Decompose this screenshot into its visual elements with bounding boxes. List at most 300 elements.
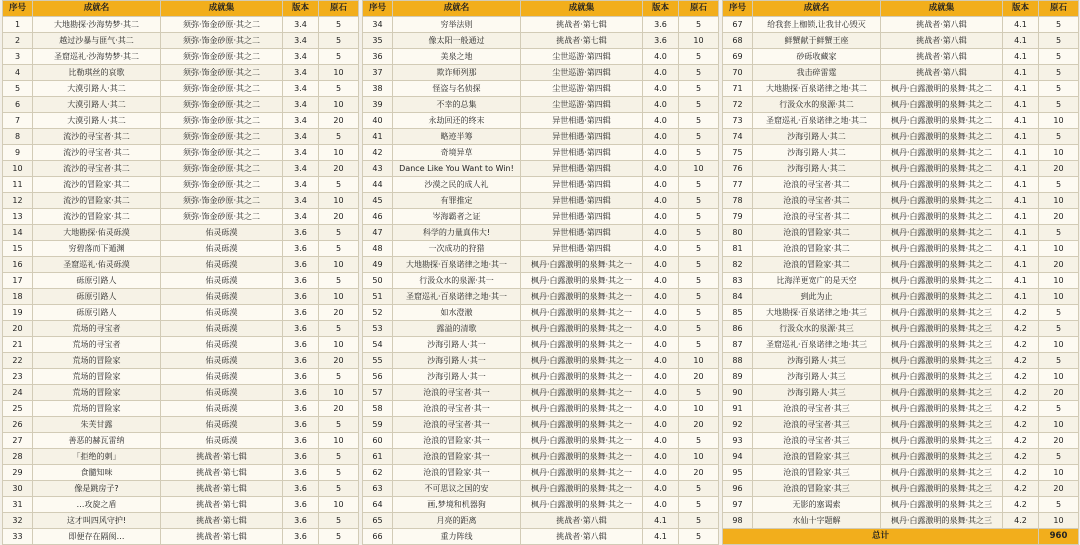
achievement-set-cell: 挑战者·第七辑 xyxy=(161,465,283,481)
achievement-set-cell: 枫丹·白露激明的泉舞·其之三 xyxy=(881,433,1003,449)
index-cell: 9 xyxy=(3,145,33,161)
primogem-cell: 10 xyxy=(319,433,359,449)
index-cell: 54 xyxy=(363,337,393,353)
index-cell: 1 xyxy=(3,17,33,33)
table-row xyxy=(723,257,1079,273)
index-cell: 83 xyxy=(723,273,753,289)
table-row xyxy=(363,257,719,273)
achievement-set-cell: 须弥·饰金砂原·其之二 xyxy=(161,17,283,33)
primogem-cell: 10 xyxy=(679,401,719,417)
index-cell: 70 xyxy=(723,65,753,81)
primogem-cell: 5 xyxy=(319,321,359,337)
primogem-cell: 5 xyxy=(1039,321,1079,337)
primogem-cell: 10 xyxy=(679,353,719,369)
achievement-name-cell: 沙海引路人·其三 xyxy=(753,353,881,369)
index-cell: 86 xyxy=(723,321,753,337)
primogem-cell: 10 xyxy=(319,193,359,209)
table-row xyxy=(363,17,719,33)
achievement-name-cell: 沧浪的冒险家·其二 xyxy=(753,257,881,273)
primogem-cell: 20 xyxy=(319,113,359,129)
achievement-name-cell: 鲜蟹献于鲜蟹王座 xyxy=(753,33,881,49)
table-row xyxy=(723,241,1079,257)
achievement-set-cell: 佑灵砾漠 xyxy=(161,401,283,417)
index-cell: 34 xyxy=(363,17,393,33)
primogem-cell: 5 xyxy=(679,81,719,97)
table-row xyxy=(3,193,359,209)
table-row xyxy=(723,273,1079,289)
index-cell: 45 xyxy=(363,193,393,209)
achievement-name-cell: 沙海引路人·其二 xyxy=(753,129,881,145)
table-row xyxy=(3,401,359,417)
version-cell: 4.1 xyxy=(1003,289,1039,305)
achievement-name-cell: 永劫回还的终末 xyxy=(393,113,521,129)
achievement-name-cell: 略迹半筹 xyxy=(393,129,521,145)
primogem-cell: 5 xyxy=(679,497,719,513)
header-version: 版本 xyxy=(283,1,319,17)
achievement-set-cell: 尘世巡游·第四辑 xyxy=(521,81,643,97)
table-row xyxy=(723,497,1079,513)
primogem-cell: 5 xyxy=(319,33,359,49)
table-row xyxy=(3,17,359,33)
version-cell: 4.0 xyxy=(643,49,679,65)
table-row xyxy=(363,225,719,241)
achievement-set-cell: 挑战者·第七辑 xyxy=(521,33,643,49)
achievement-set-cell: 须弥·饰金砂原·其之二 xyxy=(161,177,283,193)
version-cell: 4.0 xyxy=(643,481,679,497)
version-cell: 4.2 xyxy=(1003,353,1039,369)
version-cell: 4.1 xyxy=(1003,113,1039,129)
table-row xyxy=(3,417,359,433)
index-cell: 16 xyxy=(3,257,33,273)
primogem-cell: 10 xyxy=(319,145,359,161)
primogem-cell: 10 xyxy=(1039,145,1079,161)
table-row xyxy=(363,513,719,529)
version-cell: 3.4 xyxy=(283,17,319,33)
version-cell: 4.1 xyxy=(1003,193,1039,209)
index-cell: 40 xyxy=(363,113,393,129)
index-cell: 21 xyxy=(3,337,33,353)
table-row xyxy=(723,433,1079,449)
primogem-cell: 5 xyxy=(679,113,719,129)
table-row xyxy=(723,177,1079,193)
header-achievement-set: 成就集 xyxy=(161,1,283,17)
version-cell: 4.0 xyxy=(643,145,679,161)
table-row xyxy=(723,305,1079,321)
version-cell: 4.1 xyxy=(1003,97,1039,113)
table-row xyxy=(3,385,359,401)
primogem-cell: 5 xyxy=(319,225,359,241)
table-row xyxy=(363,145,719,161)
version-cell: 4.0 xyxy=(643,417,679,433)
total-value: 960 xyxy=(1039,529,1079,545)
achievement-name-cell: 流沙的冒险家·其二 xyxy=(33,193,161,209)
achievement-set-cell: 枫丹·白露激明的泉舞·其之二 xyxy=(881,161,1003,177)
table-row xyxy=(723,49,1079,65)
achievement-set-cell: 枫丹·白露激明的泉舞·其之三 xyxy=(881,417,1003,433)
achievement-name-cell: 岑海霸者之证 xyxy=(393,209,521,225)
achievement-set-cell: 挑战者·第七辑 xyxy=(161,513,283,529)
index-cell: 14 xyxy=(3,225,33,241)
version-cell: 4.2 xyxy=(1003,433,1039,449)
achievement-set-cell: 枫丹·白露激明的泉舞·其之三 xyxy=(881,513,1003,529)
index-cell: 13 xyxy=(3,209,33,225)
achievement-set-cell: 枫丹·白露激明的泉舞·其之三 xyxy=(881,353,1003,369)
header-index: 序号 xyxy=(363,1,393,17)
achievement-set-cell: 枫丹·白露激明的泉舞·其之三 xyxy=(881,385,1003,401)
achievement-name-cell: 食髓知味 xyxy=(33,465,161,481)
primogem-cell: 5 xyxy=(319,241,359,257)
achievement-name-cell: 沧浪的寻宝者·其二 xyxy=(753,193,881,209)
achievement-set-cell: 枫丹·白露激明的泉舞·其之二 xyxy=(881,145,1003,161)
table-row xyxy=(3,369,359,385)
achievement-name-cell: 沙海引路人·其一 xyxy=(393,353,521,369)
achievement-name-cell: 荒场的寻宝者 xyxy=(33,321,161,337)
achievement-name-cell: 流沙的寻宝者·其二 xyxy=(33,129,161,145)
table-row xyxy=(363,193,719,209)
achievement-name-cell: 行汲众水的泉源·其三 xyxy=(753,321,881,337)
achievement-set-cell: 枫丹·白露激明的泉舞·其之一 xyxy=(521,385,643,401)
achievement-set-cell: 枫丹·白露激明的泉舞·其之一 xyxy=(521,273,643,289)
primogem-cell: 5 xyxy=(679,257,719,273)
version-cell: 4.0 xyxy=(643,193,679,209)
version-cell: 3.6 xyxy=(283,273,319,289)
achievement-name-cell: 奇境异草 xyxy=(393,145,521,161)
table-row xyxy=(363,113,719,129)
primogem-cell: 5 xyxy=(679,129,719,145)
table-row xyxy=(723,113,1079,129)
achievement-set-cell: 挑战者·第八辑 xyxy=(881,65,1003,81)
version-cell: 3.6 xyxy=(283,353,319,369)
achievement-name-cell: 圣窟巡礼·百泉诺律之地·其二 xyxy=(753,113,881,129)
index-cell: 42 xyxy=(363,145,393,161)
header-index: 序号 xyxy=(3,1,33,17)
version-cell: 3.6 xyxy=(283,321,319,337)
primogem-cell: 20 xyxy=(319,305,359,321)
achievement-set-cell: 枫丹·白露激明的泉舞·其之一 xyxy=(521,465,643,481)
achievement-set-cell: 异世相遇·第四辑 xyxy=(521,177,643,193)
achievement-name-cell: 大地勘探·佑灵砾漠 xyxy=(33,225,161,241)
achievement-name-cell: Dance Like You Want to Win! xyxy=(393,161,521,177)
achievement-set-cell: 挑战者·第七辑 xyxy=(161,481,283,497)
achievement-name-cell: 行汲众水的泉源·其一 xyxy=(393,273,521,289)
achievement-set-cell: 挑战者·第八辑 xyxy=(881,17,1003,33)
index-cell: 84 xyxy=(723,289,753,305)
table-row xyxy=(3,289,359,305)
achievement-set-cell: 佑灵砾漠 xyxy=(161,353,283,369)
version-cell: 4.1 xyxy=(1003,241,1039,257)
table-row xyxy=(363,369,719,385)
achievement-set-cell: 挑战者·第七辑 xyxy=(161,449,283,465)
achievement-name-cell: 沙海引路人·其一 xyxy=(393,369,521,385)
achievement-name-cell: 重力阵线 xyxy=(393,529,521,545)
achievement-name-cell: 如水澄澈 xyxy=(393,305,521,321)
achievement-name-cell: 荒场的寻宝者 xyxy=(33,337,161,353)
table-row xyxy=(3,177,359,193)
achievement-set-cell: 异世相遇·第四辑 xyxy=(521,145,643,161)
table-row xyxy=(3,209,359,225)
primogem-cell: 5 xyxy=(1039,97,1079,113)
index-cell: 97 xyxy=(723,497,753,513)
version-cell: 3.6 xyxy=(283,529,319,545)
primogem-cell: 5 xyxy=(679,321,719,337)
achievement-name-cell: 荒场的冒险家 xyxy=(33,369,161,385)
table-row xyxy=(3,225,359,241)
index-cell: 91 xyxy=(723,401,753,417)
achievement-set-cell: 枫丹·白露激明的泉舞·其之二 xyxy=(881,97,1003,113)
achievement-set-cell: 枫丹·白露激明的泉舞·其之三 xyxy=(881,337,1003,353)
table-row xyxy=(363,433,719,449)
table-row xyxy=(723,449,1079,465)
primogem-cell: 5 xyxy=(319,465,359,481)
achievement-name-cell: 一次成功的狩猎 xyxy=(393,241,521,257)
header-achievement-set: 成就集 xyxy=(881,1,1003,17)
achievement-set-cell: 枫丹·白露激明的泉舞·其之二 xyxy=(881,289,1003,305)
version-cell: 4.1 xyxy=(1003,65,1039,81)
achievement-set-cell: 枫丹·白露激明的泉舞·其之一 xyxy=(521,433,643,449)
index-cell: 4 xyxy=(3,65,33,81)
achievement-set-cell: 异世相遇·第四辑 xyxy=(521,225,643,241)
index-cell: 59 xyxy=(363,417,393,433)
primogem-cell: 5 xyxy=(679,177,719,193)
table-row xyxy=(363,353,719,369)
achievement-name-cell: 欺诈师列那 xyxy=(393,65,521,81)
primogem-cell: 10 xyxy=(1039,513,1079,529)
index-cell: 80 xyxy=(723,225,753,241)
achievement-name-cell: 月亮的距离 xyxy=(393,513,521,529)
achievement-name-cell: 沧浪的冒险家·其三 xyxy=(753,481,881,497)
primogem-cell: 5 xyxy=(679,481,719,497)
achievement-table-1 xyxy=(2,0,359,545)
table-row xyxy=(363,241,719,257)
achievement-set-cell: 尘世巡游·第四辑 xyxy=(521,97,643,113)
index-cell: 60 xyxy=(363,433,393,449)
table-row xyxy=(3,161,359,177)
index-cell: 64 xyxy=(363,497,393,513)
version-cell: 4.1 xyxy=(1003,273,1039,289)
index-cell: 28 xyxy=(3,449,33,465)
table-row xyxy=(723,17,1079,33)
index-cell: 47 xyxy=(363,225,393,241)
achievement-name-cell: 荒场的冒险家 xyxy=(33,385,161,401)
achievement-name-cell: 沧浪的寻宝者·其一 xyxy=(393,401,521,417)
version-cell: 3.6 xyxy=(643,17,679,33)
achievement-set-cell: 枫丹·白露激明的泉舞·其之二 xyxy=(881,225,1003,241)
achievement-name-cell: 圣窟巡礼·百泉诺律之地·其三 xyxy=(753,337,881,353)
version-cell: 4.0 xyxy=(643,161,679,177)
primogem-cell: 5 xyxy=(679,209,719,225)
achievement-name-cell: 大地勘探·百泉诺律之地·其一 xyxy=(393,257,521,273)
version-cell: 4.1 xyxy=(643,529,679,545)
index-cell: 35 xyxy=(363,33,393,49)
index-cell: 89 xyxy=(723,369,753,385)
achievement-set-cell: 异世相遇·第四辑 xyxy=(521,161,643,177)
achievement-set-cell: 异世相遇·第四辑 xyxy=(521,113,643,129)
index-cell: 43 xyxy=(363,161,393,177)
primogem-cell: 5 xyxy=(679,337,719,353)
version-cell: 4.0 xyxy=(643,225,679,241)
primogem-cell: 5 xyxy=(319,273,359,289)
index-cell: 77 xyxy=(723,177,753,193)
primogem-cell: 10 xyxy=(319,497,359,513)
primogem-cell: 5 xyxy=(679,433,719,449)
version-cell: 3.6 xyxy=(283,465,319,481)
achievement-set-cell: 枫丹·白露激明的泉舞·其之一 xyxy=(521,481,643,497)
table-row xyxy=(3,449,359,465)
achievement-name-cell: 给我套上枷锁,让我甘心毁灭 xyxy=(753,17,881,33)
index-cell: 17 xyxy=(3,273,33,289)
index-cell: 62 xyxy=(363,465,393,481)
table-row xyxy=(3,481,359,497)
table-row xyxy=(363,81,719,97)
achievement-name-cell: 越过沙暴与匪气·其二 xyxy=(33,33,161,49)
achievement-name-cell: 沙海引路人·其三 xyxy=(753,369,881,385)
version-cell: 4.0 xyxy=(643,209,679,225)
header-index: 序号 xyxy=(723,1,753,17)
primogem-cell: 5 xyxy=(1039,353,1079,369)
version-cell: 4.0 xyxy=(643,369,679,385)
index-cell: 41 xyxy=(363,129,393,145)
version-cell: 3.4 xyxy=(283,161,319,177)
table-row xyxy=(723,513,1079,529)
index-cell: 30 xyxy=(3,481,33,497)
index-cell: 46 xyxy=(363,209,393,225)
table-row xyxy=(363,161,719,177)
table-row xyxy=(3,305,359,321)
achievement-set-cell: 枫丹·白露激明的泉舞·其之一 xyxy=(521,369,643,385)
table-row xyxy=(363,465,719,481)
primogem-cell: 5 xyxy=(679,529,719,545)
table-row xyxy=(3,145,359,161)
version-cell: 4.0 xyxy=(643,465,679,481)
table-row xyxy=(363,289,719,305)
achievement-name-cell: 沧浪的冒险家·其一 xyxy=(393,465,521,481)
table-row xyxy=(363,177,719,193)
index-cell: 11 xyxy=(3,177,33,193)
achievement-name-cell: 水仙十字题解 xyxy=(753,513,881,529)
achievement-name-cell: 有罪推定 xyxy=(393,193,521,209)
table-row xyxy=(723,321,1079,337)
achievement-set-cell: 枫丹·白露激明的泉舞·其之二 xyxy=(881,209,1003,225)
table-row xyxy=(3,81,359,97)
primogem-cell: 20 xyxy=(1039,209,1079,225)
version-cell: 4.2 xyxy=(1003,513,1039,529)
index-cell: 29 xyxy=(3,465,33,481)
index-cell: 87 xyxy=(723,337,753,353)
primogem-cell: 5 xyxy=(679,305,719,321)
version-cell: 4.1 xyxy=(1003,225,1039,241)
index-cell: 31 xyxy=(3,497,33,513)
achievement-name-cell: 善恶的赫瓦雷纳 xyxy=(33,433,161,449)
achievement-set-cell: 佑灵砾漠 xyxy=(161,417,283,433)
primogem-cell: 10 xyxy=(1039,465,1079,481)
achievement-set-cell: 枫丹·白露激明的泉舞·其之一 xyxy=(521,321,643,337)
achievement-set-cell: 异世相遇·第四辑 xyxy=(521,241,643,257)
primogem-cell: 20 xyxy=(679,417,719,433)
achievement-name-cell: 大地勘探·百泉诺律之地·其三 xyxy=(753,305,881,321)
achievement-name-cell: 圣窟巡礼·佑灵砾漠 xyxy=(33,257,161,273)
achievement-set-cell: 枫丹·白露激明的泉舞·其之三 xyxy=(881,305,1003,321)
primogem-cell: 5 xyxy=(679,145,719,161)
index-cell: 25 xyxy=(3,401,33,417)
table-row xyxy=(723,289,1079,305)
version-cell: 4.2 xyxy=(1003,321,1039,337)
primogem-cell: 5 xyxy=(679,193,719,209)
version-cell: 4.2 xyxy=(1003,401,1039,417)
version-cell: 3.4 xyxy=(283,193,319,209)
primogem-cell: 5 xyxy=(1039,33,1079,49)
index-cell: 75 xyxy=(723,145,753,161)
achievement-set-cell: 枫丹·白露激明的泉舞·其之二 xyxy=(881,177,1003,193)
version-cell: 4.2 xyxy=(1003,481,1039,497)
achievement-set-cell: 挑战者·第七辑 xyxy=(161,497,283,513)
primogem-cell: 5 xyxy=(1039,81,1079,97)
achievement-name-cell: 不可思议之国的安 xyxy=(393,481,521,497)
version-cell: 3.6 xyxy=(283,369,319,385)
primogem-cell: 20 xyxy=(1039,257,1079,273)
table-row xyxy=(723,129,1079,145)
achievement-set-cell: 挑战者·第七辑 xyxy=(521,17,643,33)
achievement-name-cell: 圣窟巡礼·百泉诺律之地·其一 xyxy=(393,289,521,305)
achievement-set-cell: 佑灵砾漠 xyxy=(161,289,283,305)
primogem-cell: 10 xyxy=(319,97,359,113)
primogem-cell: 10 xyxy=(679,161,719,177)
version-cell: 3.6 xyxy=(283,513,319,529)
primogem-cell: 5 xyxy=(319,129,359,145)
version-cell: 3.4 xyxy=(283,113,319,129)
achievement-set-cell: 枫丹·白露激明的泉舞·其之一 xyxy=(521,353,643,369)
achievement-name-cell: 露溢的清歌 xyxy=(393,321,521,337)
version-cell: 4.1 xyxy=(1003,161,1039,177)
achievement-name-cell: 大漠引路人·其二 xyxy=(33,113,161,129)
version-cell: 4.2 xyxy=(1003,369,1039,385)
achievement-name-cell: 怪盗与名侦探 xyxy=(393,81,521,97)
achievement-name-cell: 像太阳一般通过 xyxy=(393,33,521,49)
achievement-name-cell: 大漠引路人·其二 xyxy=(33,81,161,97)
version-cell: 4.0 xyxy=(643,305,679,321)
achievement-name-cell: 我击碎雷霆 xyxy=(753,65,881,81)
table-row xyxy=(363,305,719,321)
achievement-name-cell: 像是跳房子? xyxy=(33,481,161,497)
primogem-cell: 5 xyxy=(319,417,359,433)
achievement-set-cell: 枫丹·白露激明的泉舞·其之三 xyxy=(881,497,1003,513)
achievement-name-cell: 沧浪的冒险家·其二 xyxy=(753,241,881,257)
table-row xyxy=(723,465,1079,481)
achievement-name-cell: 画,梦境和机器狗 xyxy=(393,497,521,513)
achievement-set-cell: 须弥·饰金砂原·其之二 xyxy=(161,113,283,129)
index-cell: 49 xyxy=(363,257,393,273)
index-cell: 94 xyxy=(723,449,753,465)
achievement-name-cell: 流沙的寻宝者·其二 xyxy=(33,161,161,177)
achievement-name-cell: 即便存在隔阂… xyxy=(33,529,161,545)
version-cell: 3.6 xyxy=(283,417,319,433)
index-cell: 95 xyxy=(723,465,753,481)
table-row xyxy=(3,433,359,449)
version-cell: 4.0 xyxy=(643,81,679,97)
primogem-cell: 5 xyxy=(319,449,359,465)
primogem-cell: 10 xyxy=(319,337,359,353)
achievement-name-cell: 沧浪的寻宝者·其一 xyxy=(393,417,521,433)
header-achievement-name: 成就名 xyxy=(33,1,161,17)
achievement-name-cell: 大地勘探·百泉诺律之地·其二 xyxy=(753,81,881,97)
index-cell: 74 xyxy=(723,129,753,145)
table-row xyxy=(723,385,1079,401)
achievement-set-cell: 须弥·饰金砂原·其之二 xyxy=(161,209,283,225)
achievement-name-cell: 穷碧落而下遁渊 xyxy=(33,241,161,257)
primogem-cell: 5 xyxy=(679,225,719,241)
table-row xyxy=(3,241,359,257)
index-cell: 20 xyxy=(3,321,33,337)
achievement-set-cell: 枫丹·白露激明的泉舞·其之一 xyxy=(521,449,643,465)
